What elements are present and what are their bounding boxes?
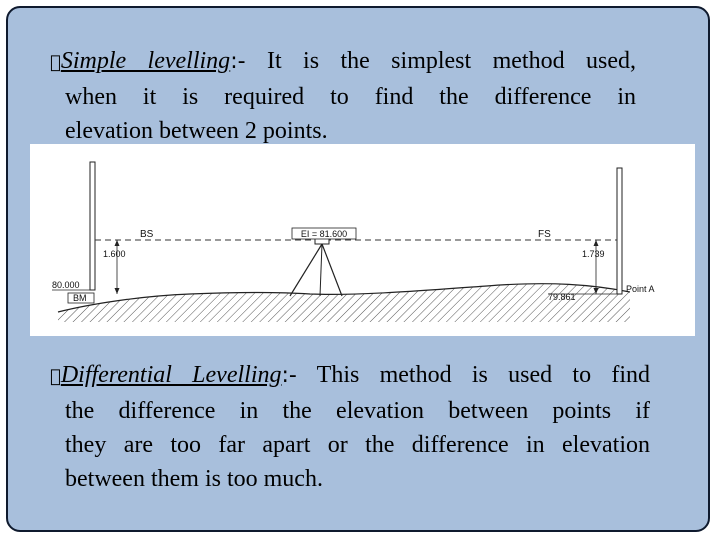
simple-levelling-line-1-text: It is the simplest method used, <box>236 48 636 74</box>
bm-elevation: 80.000 <box>52 280 80 290</box>
differential-levelling-line-1 <box>50 358 650 394</box>
differential-levelling-term: Differential Levelling <box>50 362 273 388</box>
simple-levelling-line-2: when it is required to find the difference in <box>65 84 636 110</box>
differential-levelling-line-4: between them is too much. <box>65 466 323 492</box>
fs-dimension-arrow-top <box>594 240 599 246</box>
simple-levelling-term: Simple levelling <box>50 48 221 74</box>
fs-label: FS <box>538 229 551 240</box>
point-a-staff <box>617 168 622 294</box>
ground-profile <box>58 284 630 322</box>
levelling-diagram-svg <box>30 144 695 336</box>
bm-staff <box>90 162 95 290</box>
simple-levelling-diagram <box>30 144 695 336</box>
term-separator: :- <box>272 363 288 388</box>
differential-levelling-line-3: they are too far apart or the difference in elevation <box>65 432 650 458</box>
differential-levelling-line-2: the difference in the elevation between points if <box>65 398 650 424</box>
term-separator: :- <box>220 49 237 74</box>
fs-reading: 1.739 <box>582 249 605 259</box>
point-a-label: Point A <box>626 284 655 294</box>
ei-label: EI = 81.600 <box>300 229 348 239</box>
simple-levelling-line-1 <box>50 44 636 80</box>
bs-reading: 1.600 <box>103 249 126 259</box>
level-instrument <box>290 238 342 296</box>
bm-label: BM <box>73 293 87 303</box>
point-a-elevation: 79.861 <box>548 292 576 302</box>
bs-label: BS <box>140 229 154 240</box>
bs-dimension-arrow-bottom <box>115 288 120 294</box>
bullet-marker <box>50 52 61 73</box>
bullet-marker <box>50 366 61 387</box>
bs-dimension-arrow-top <box>115 240 120 246</box>
simple-levelling-paragraph <box>50 44 636 148</box>
differential-levelling-line-1-text: This method is used to find <box>287 362 650 388</box>
differential-levelling-paragraph <box>50 358 650 496</box>
simple-levelling-line-3: elevation between 2 points. <box>65 118 328 144</box>
